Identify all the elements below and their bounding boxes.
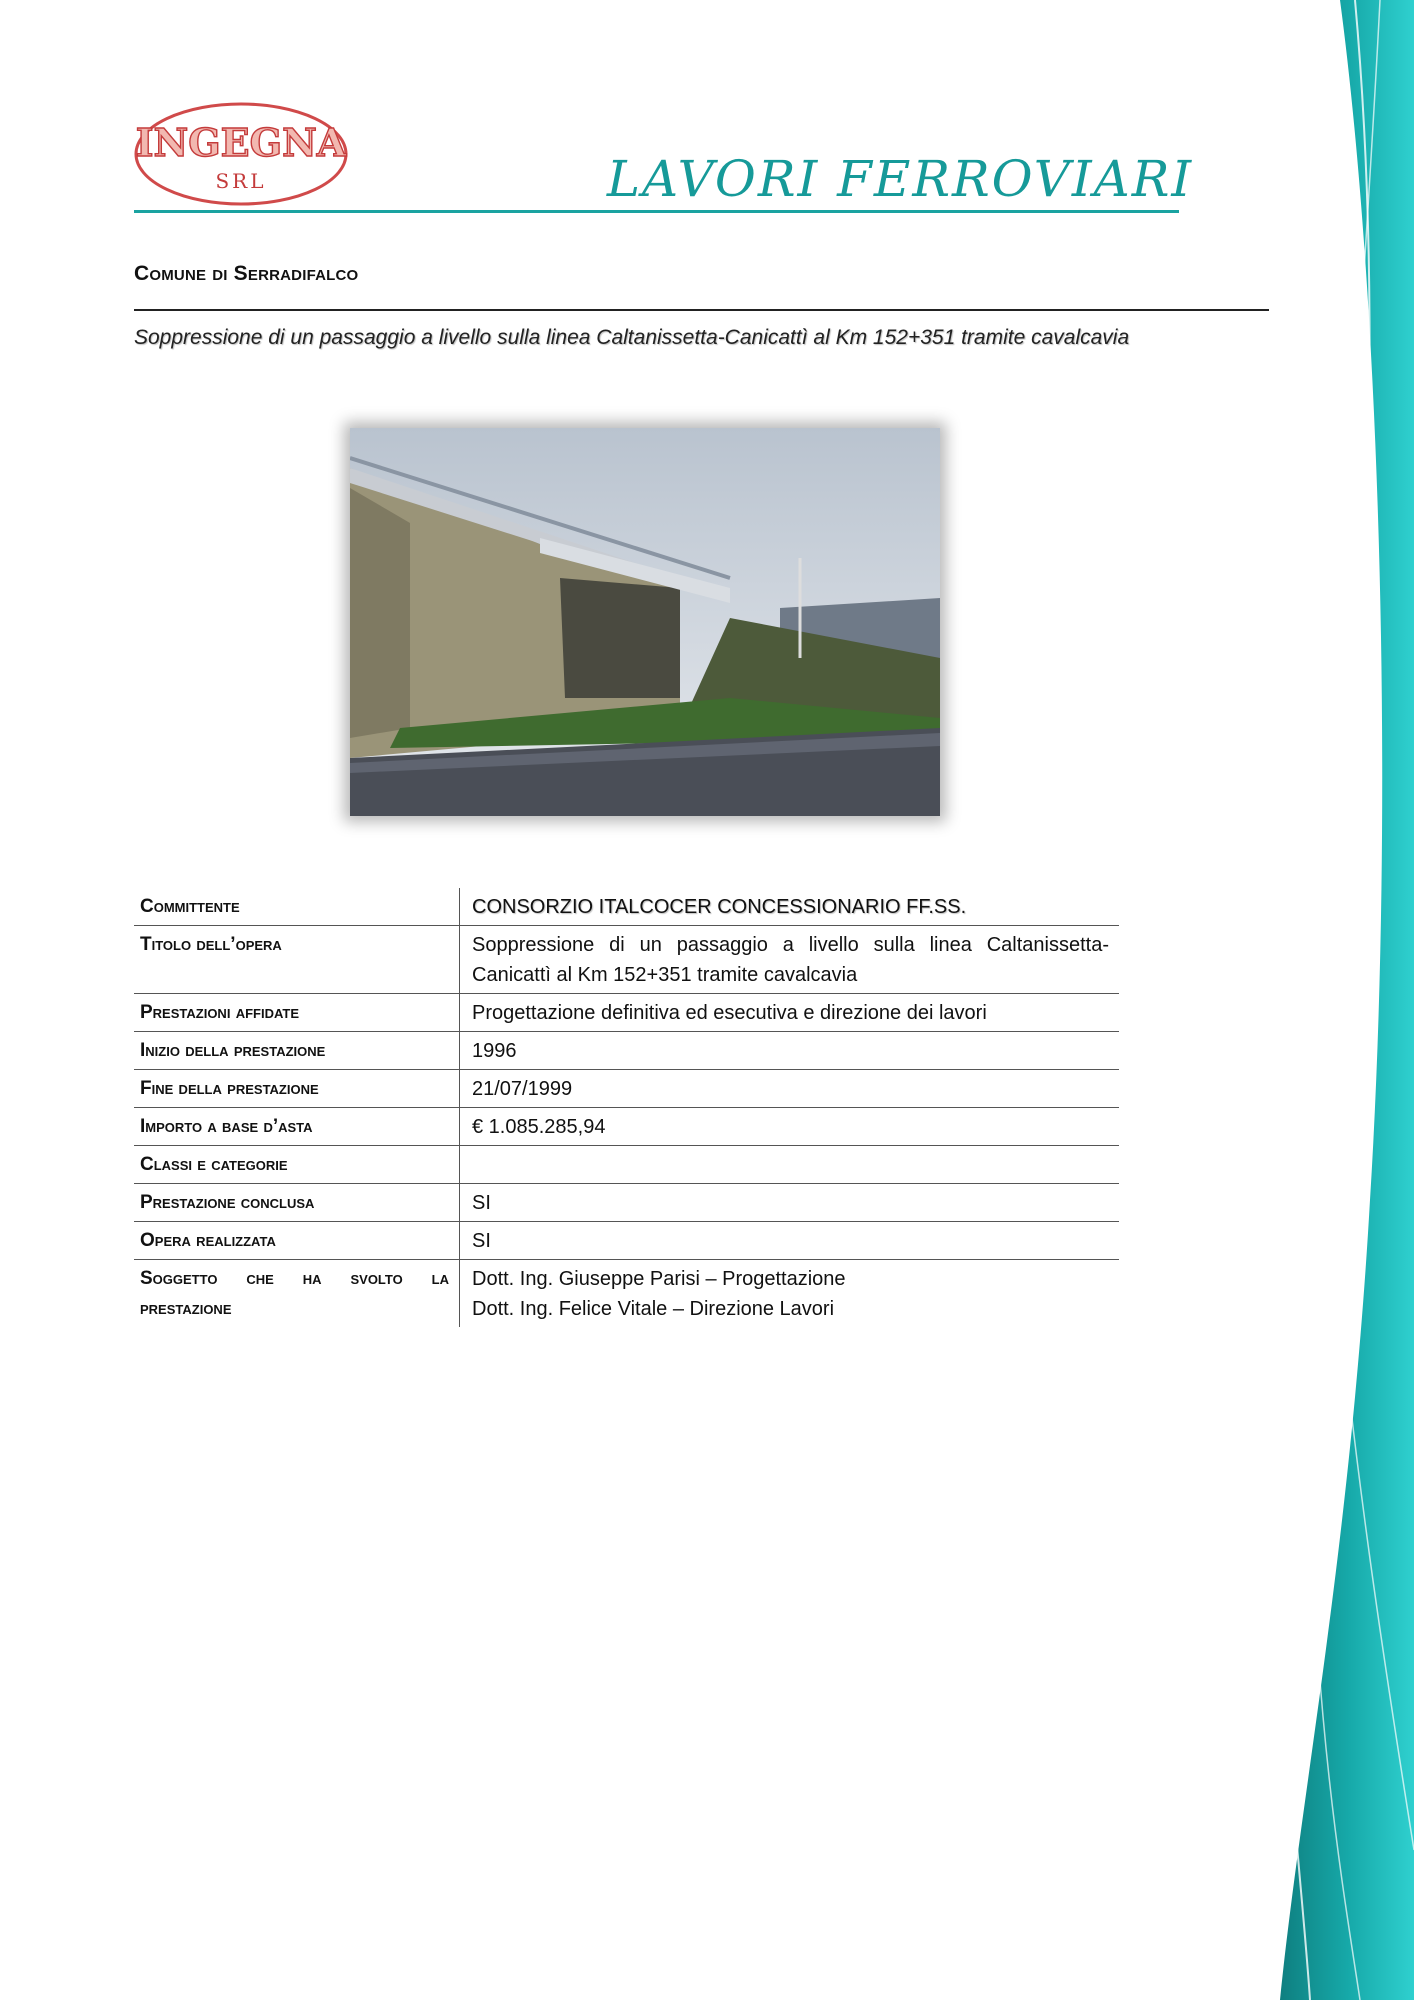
row-value: SI: [460, 1222, 1120, 1260]
project-details-table: [134, 888, 1119, 1327]
table-row: [134, 1184, 1119, 1222]
row-value: 1996: [460, 1032, 1120, 1070]
page-title: LAVORI FERROVIARI: [606, 150, 1194, 208]
row-label: Committente: [134, 888, 460, 926]
row-label: Prestazione conclusa: [134, 1184, 460, 1222]
header-divider: [134, 210, 1179, 213]
row-value: [460, 1260, 1120, 1328]
row-value: Soppressione di un passaggio a livello sulla linea Caltanissetta-Canicattì al Km 152+351 tramite cavalcavia: [460, 926, 1120, 994]
row-value: 21/07/1999: [460, 1070, 1120, 1108]
company-logo: [132, 100, 350, 208]
logo-name: INGEGNA: [135, 120, 347, 165]
row-value: Progettazione definitiva ed esecutiva e direzione dei lavori: [460, 994, 1120, 1032]
table-row: [134, 1108, 1119, 1146]
overpass-photo: [350, 428, 940, 816]
row-value: CONSORZIO ITALCOCER CONCESSIONARIO FF.SS.: [460, 888, 1120, 926]
row-label: Inizio della prestazione: [134, 1032, 460, 1070]
row-value: SI: [460, 1184, 1120, 1222]
row-label: Classi e categorie: [134, 1146, 460, 1184]
value-line: Dott. Ing. Felice Vitale – Direzione Lavori: [472, 1298, 835, 1320]
table-row: [134, 926, 1119, 994]
row-label: Opera realizzata: [134, 1222, 460, 1260]
row-value: [460, 1146, 1120, 1184]
logo-suffix: SRL: [215, 169, 267, 193]
project-subtitle: Soppressione di un passaggio a livello sulla linea Caltanissetta-Canicattì al Km 152+351 tramite cavalcavia: [134, 326, 1130, 349]
table-row: [134, 1032, 1119, 1070]
row-value: € 1.085.285,94: [460, 1108, 1120, 1146]
row-label: Importo a base d’asta: [134, 1108, 460, 1146]
table-row: [134, 994, 1119, 1032]
row-label: Fine della prestazione: [134, 1070, 460, 1108]
table-row: [134, 1146, 1119, 1184]
table-row: [134, 1070, 1119, 1108]
section-label: Comune di Serradifalco: [134, 262, 359, 285]
table-row: [134, 1260, 1119, 1328]
value-line: Dott. Ing. Giuseppe Parisi – Progettazione: [472, 1268, 846, 1290]
table-row: [134, 1222, 1119, 1260]
section-divider: [134, 309, 1269, 311]
row-label: Titolo dell’opera: [134, 926, 460, 994]
row-label: Soggetto che ha svolto la prestazione: [134, 1260, 460, 1328]
table-row: [134, 888, 1119, 926]
row-label: Prestazioni affidate: [134, 994, 460, 1032]
